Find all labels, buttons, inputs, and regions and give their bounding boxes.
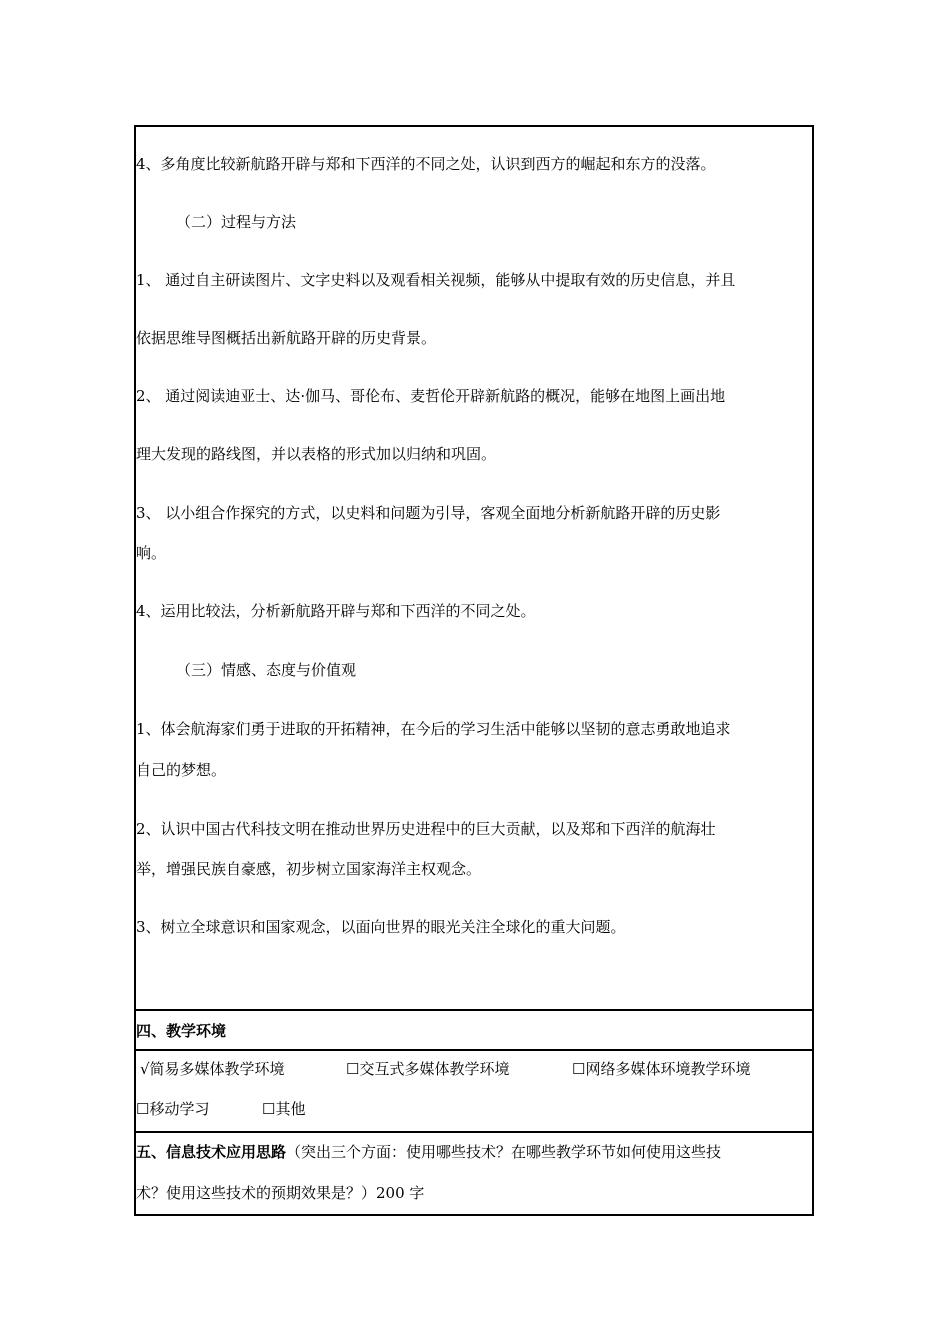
objective-line: 3、 以小组合作探究的方式，以史料和问题为引导，客观全面地分析新航路开辟的历史影 <box>136 504 721 522</box>
option-other[interactable]: ☐其他 <box>262 1100 306 1118</box>
objectives-cell <box>136 127 812 1011</box>
section-heading-process: （二）过程与方法 <box>176 213 297 231</box>
section-heading-values: （三）情感、态度与价值观 <box>176 661 357 679</box>
objective-line: 理大发现的路线图，并以表格的形式加以归纳和巩固。 <box>136 445 497 463</box>
option-interactive-multimedia[interactable]: ☐交互式多媒体教学环境 <box>346 1060 510 1078</box>
option-network-multimedia[interactable]: ☐网络多媒体环境教学环境 <box>572 1060 751 1078</box>
it-application-description: （突出三个方面：使用哪些技术？在哪些教学环节如何使用这些技 <box>286 1143 722 1161</box>
objective-line: 依据思维导图概括出新航路开辟的历史背景。 <box>136 329 437 347</box>
objective-line: 1、体会航海家们勇于进取的开拓精神，在今后的学习生活中能够以坚韧的意志勇敢地追求 <box>136 720 731 738</box>
objective-line: 自己的梦想。 <box>136 761 227 779</box>
it-application-title: 五、信息技术应用思路 <box>136 1143 287 1161</box>
it-application-line-1 <box>136 1142 721 1162</box>
objective-line: 响。 <box>136 544 167 562</box>
environment-options-cell <box>136 1051 812 1133</box>
objective-line: 2、 通过阅读迪亚士、达·伽马、哥伦布、麦哲伦开辟新航路的概况，能够在地图上画出地 <box>136 387 726 405</box>
option-mobile-learning[interactable]: ☐移动学习 <box>136 1100 210 1118</box>
objective-line: 举，增强民族自豪感，初步树立国家海洋主权观念。 <box>136 860 482 878</box>
objective-line: 1、 通过自主研读图片、文字史料以及观看相关视频，能够从中提取有效的历史信息，并且 <box>136 271 736 289</box>
environment-title-cell <box>136 1011 812 1051</box>
option-simple-multimedia[interactable]: √简易多媒体教学环境 <box>140 1060 285 1078</box>
it-application-line-2: 术？使用这些技术的预期效果是？）200 字 <box>136 1184 425 1202</box>
it-application-cell <box>136 1133 812 1214</box>
objective-line: 3、树立全球意识和国家观念，以面向世界的眼光关注全球化的重大问题。 <box>136 918 626 936</box>
objective-line: 4、运用比较法，分析新航路开辟与郑和下西洋的不同之处。 <box>136 602 536 620</box>
objective-line: 2、认识中国古代科技文明在推动世界历史进程中的巨大贡献，以及郑和下西洋的航海壮 <box>136 820 716 838</box>
environment-title: 四、教学环境 <box>136 1022 227 1040</box>
lesson-plan-table <box>134 125 814 1216</box>
objective-line: 4、多角度比较新航路开辟与郑和下西洋的不同之处，认识到西方的崛起和东方的没落。 <box>136 155 716 173</box>
